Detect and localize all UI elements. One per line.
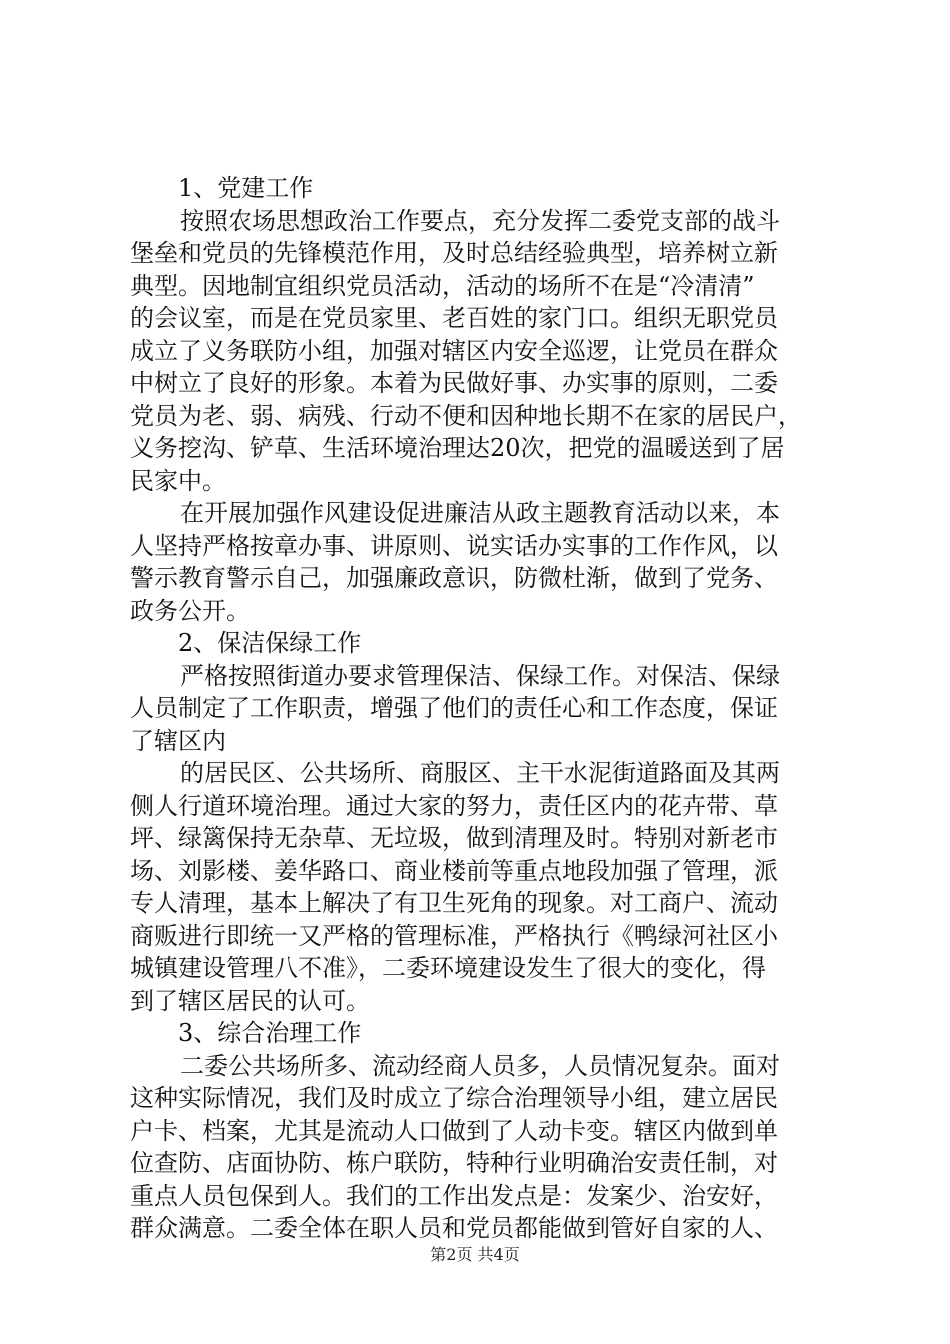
- paragraph-first-line: 二委公共场所多、流动经商人员多，人员情况复杂。面对: [180, 1051, 780, 1080]
- paragraph-line: 这种实际情况，我们及时成立了综合治理领导小组，建立居民: [130, 1084, 778, 1112]
- paragraph-line: 到了辖区居民的认可。: [130, 986, 370, 1015]
- paragraph-line: 成立了义务联防小组，加强对辖区内安全巡逻，让党员在群众: [130, 336, 778, 365]
- paragraph-line: 的会议室，而是在党员家里、老百姓的家门口。组织无职党员: [130, 304, 778, 332]
- section-heading: 1、党建工作: [178, 174, 314, 202]
- paragraph-line: 政务公开。: [130, 596, 250, 625]
- page-footer: 第2页 共4页: [430, 1245, 520, 1264]
- paragraph-line: 党员为老、弱、病残、行动不便和因种地长期不在家的居民户，: [130, 401, 802, 430]
- paragraph-line: 人坚持严格按章办事、讲原则、说实话办实事的工作作风，以: [130, 531, 778, 560]
- paragraph-line: 人员制定了工作职责，增强了他们的责任心和工作态度，保证: [130, 694, 778, 722]
- paragraph-line: 典型。因地制宜组织党员活动，活动的场所不在是“冷清清”: [130, 271, 755, 300]
- paragraph-line: 义务挖沟、铲草、生活环境治理达20次，把党的温暖送到了居: [130, 434, 785, 462]
- paragraph-line: 商贩进行即统一又严格的管理标准，严格执行《鸭绿河社区小: [130, 921, 778, 950]
- section-heading: 3、综合治理工作: [178, 1019, 362, 1047]
- paragraph-line: 警示教育警示自己，加强廉政意识，防微杜渐，做到了党务、: [130, 564, 778, 592]
- paragraph-line: 了辖区内: [130, 726, 226, 755]
- paragraph-line: 民家中。: [130, 466, 226, 495]
- paragraph-line: 群众满意。二委全体在职人员和党员都能做到管好自家的人、: [130, 1214, 778, 1242]
- paragraph-line: 堡垒和党员的先锋模范作用，及时总结经验典型，培养树立新: [130, 239, 778, 267]
- paragraph-line: 坪、绿篱保持无杂草、无垃圾，做到清理及时。特别对新老市: [130, 824, 778, 852]
- paragraph-line: 中树立了良好的形象。本着为民做好事、办实事的原则，二委: [130, 369, 778, 397]
- paragraph-first-line: 在开展加强作风建设促进廉洁从政主题教育活动以来，本: [180, 499, 780, 527]
- paragraph-first-line: 按照农场思想政治工作要点，充分发挥二委党支部的战斗: [180, 206, 780, 235]
- paragraph-line: 户卡、档案，尤其是流动人口做到了人动卡变。辖区内做到单: [130, 1116, 778, 1145]
- paragraph-first-line: 的居民区、公共场所、商服区、主干水泥街道路面及其两: [180, 759, 780, 787]
- paragraph-first-line: 严格按照街道办要求管理保洁、保绿工作。对保洁、保绿: [180, 661, 780, 690]
- section-heading: 2、保洁保绿工作: [178, 629, 362, 657]
- paragraph-line: 城镇建设管理八不准》，二委环境建设发生了很大的变化，得: [130, 954, 766, 982]
- paragraph-line: 侧人行道环境治理。通过大家的努力，责任区内的花卉带、草: [130, 791, 778, 820]
- document-body: [130, 172, 830, 1245]
- paragraph-line: 位查防、店面协防、栋户联防，特种行业明确治安责任制，对: [130, 1149, 778, 1177]
- paragraph-line: 场、刘影楼、姜华路口、商业楼前等重点地段加强了管理，派: [130, 856, 778, 885]
- paragraph-line: 专人清理，基本上解决了有卫生死角的现象。对工商户、流动: [130, 889, 778, 917]
- paragraph-line: 重点人员包保到人。我们的工作出发点是：发案少、治安好，: [130, 1181, 778, 1210]
